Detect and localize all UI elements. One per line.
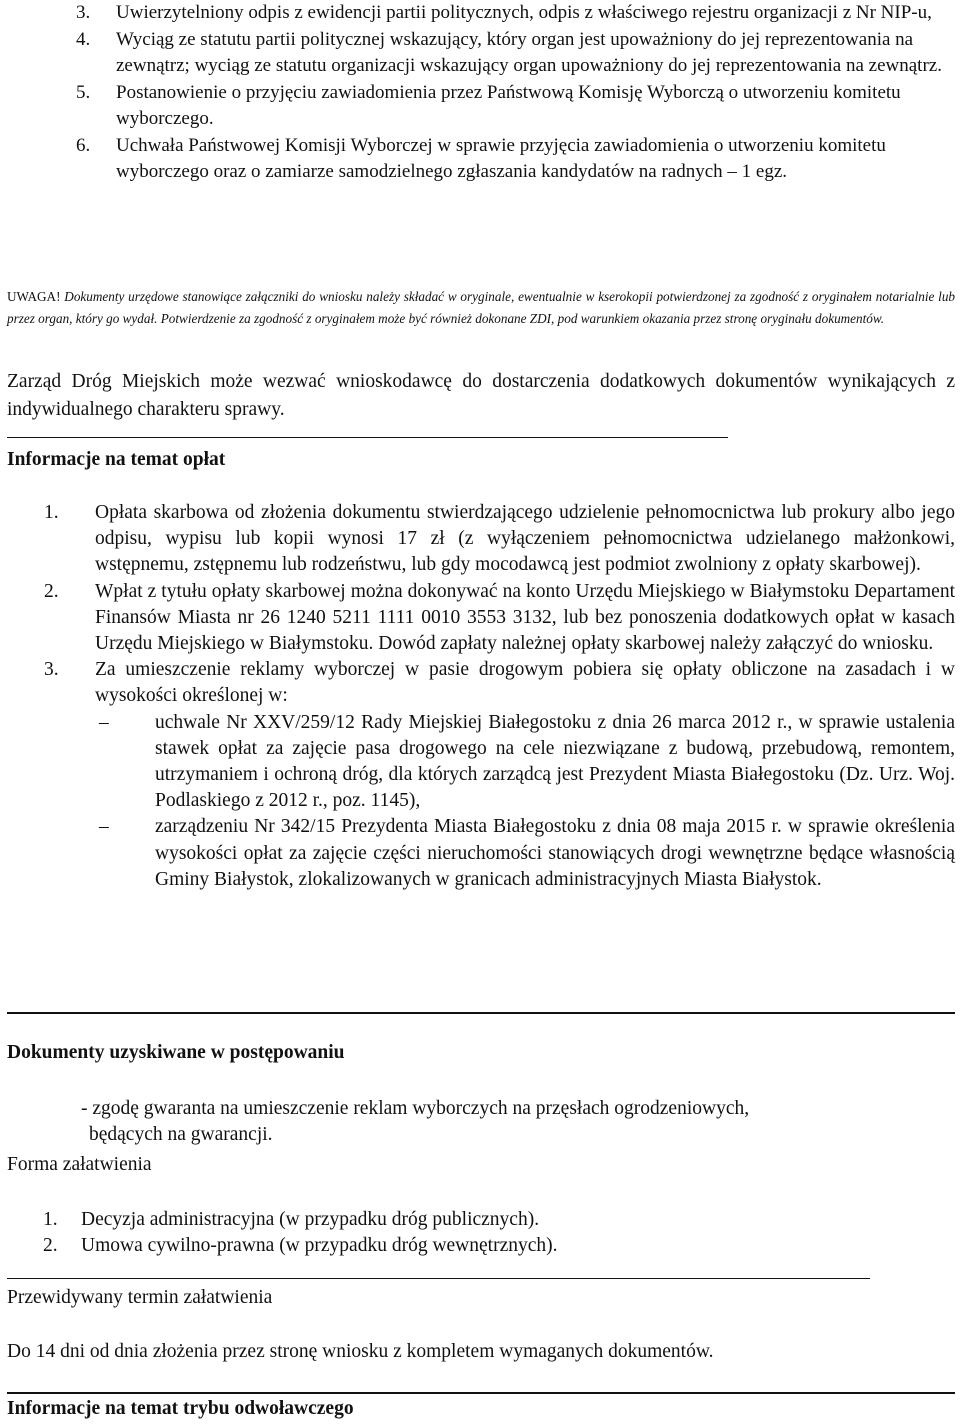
fee-item bbox=[7, 500, 955, 579]
list-item-text: Uchwała Państwowej Komisji Wyborczej w sprawie przyjęcia zawiadomienia o utworzeniu komitetu wyborczego oraz o zamiarze samodzielnego zgłaszania kandydatów na radnych – 1 egz. bbox=[116, 134, 886, 182]
obtained-docs-line: będących na gwarancji. bbox=[89, 1124, 273, 1145]
fee-item-text: Opłata skarbowa od złożenia dokumentu stwierdzającego udzielenie pełnomocnictwa lub prokury albo jego odpisu, wypisu lub kopii wynosi 17 zł (z wyłączeniem pełnomocnictwa udzielanego małżonkowi, wstępnemu, zstępnemu lub rodzeństwu, lub gdy mocodawcą jest podmiot zwolniony z opłaty skarbowej). bbox=[95, 502, 955, 576]
obtained-docs-heading: Dokumenty uzyskiwane w postępowaniu bbox=[7, 1042, 345, 1063]
fee-item-number: 2. bbox=[44, 580, 59, 602]
settlement-heading: Forma załatwienia bbox=[7, 1154, 152, 1175]
dash-bullet: – bbox=[99, 711, 109, 733]
list-item-number: 4. bbox=[76, 28, 91, 50]
appeal-heading: Informacje na temat trybu odwoławczego bbox=[7, 1398, 354, 1419]
settlement-item-number: 2. bbox=[43, 1235, 58, 1256]
list-item-text: Wyciąg ze statutu partii politycznej wskazujący, który organ jest upoważniony do jej reprezentowania na zewnątrz; wyciąg ze statutu organizacji wskazujący organ upoważniony do jej reprezentowania na zewnątrz. bbox=[116, 28, 942, 76]
fee-item bbox=[7, 579, 955, 658]
deadline-text: Do 14 dni od dnia złożenia przez stronę wniosku z kompletem wymaganych dokumentów. bbox=[7, 1341, 714, 1362]
settlement-item-text: Decyzja administracyjna (w przypadku dróg publicznych). bbox=[81, 1209, 540, 1230]
fee-subitem-text: zarządzeniu Nr 342/15 Prezydenta Miasta Białegostoku z dnia 08 maja 2015 r. w sprawie określenia wysokości opłat za zajęcie części nieruchomości stanowiących drogi wewnętrzne będące własnością Gminy Białystok, zlokalizowanych w granicach administracyjnych Miasta Białystok. bbox=[155, 816, 955, 890]
extra-documents-paragraph: Zarząd Dróg Miejskich może wezwać wnioskodawcę do dostarczenia dodatkowych dokumentów wynikających z indywidualnego charakteru sprawy. bbox=[7, 371, 955, 420]
settlement-list bbox=[7, 1207, 558, 1259]
list-item-text: Uwierzytelniony odpis z ewidencji partii politycznych, odpis z właściwego rejestru organizacji z Nr NIP-u, bbox=[116, 2, 932, 23]
fee-subitem-text: uchwale Nr XXV/259/12 Rady Miejskiej Białegostoku z dnia 26 marca 2012 r., w sprawie ustalenia stawek opłat za zajęcie pasa drogowego na cele niezwiązane z budową, przebudową, remontem, utrzymaniem i ochroną dróg, dla których zarządcą jest Prezydent Miasta Białegostoku (Dz. Urz. Woj. Podlaskiego z 2012 r., poz. 1145), bbox=[155, 711, 955, 812]
list-item bbox=[76, 0, 956, 27]
list-item-number: 6. bbox=[76, 134, 91, 156]
settlement-item-text: Umowa cywilno-prawna (w przypadku dróg wewnętrznych). bbox=[81, 1235, 558, 1256]
section-divider bbox=[7, 437, 728, 438]
list-item bbox=[76, 27, 956, 80]
fee-subitem bbox=[95, 814, 955, 893]
fee-item-text: Za umieszczenie reklamy wyborczej w pasie drogowym pobiera się opłaty obliczone na zasadach i w wysokości określonej w: bbox=[95, 659, 955, 707]
fee-item-number: 3. bbox=[44, 659, 59, 681]
fees-list bbox=[7, 500, 955, 893]
attachments-list bbox=[76, 0, 956, 186]
fee-subitem bbox=[95, 710, 955, 815]
obtained-docs-line: - zgodę gwaranta na umieszczenie reklam wyborczych na przęsłach ogrodzeniowych, bbox=[81, 1098, 750, 1119]
section-divider-thick bbox=[7, 1392, 955, 1394]
settlement-item bbox=[7, 1233, 558, 1259]
fee-item-text: Wpłat z tytułu opłaty skarbowej można dokonywać na konto Urzędu Miejskiego w Białymstoku Departament Finansów Miasta nr 26 1240 5211 1111 0010 3553 3132, lub bez ponoszenia dodatkowych opłat w kasach Urzędu Miejskiego w Białymstoku. Dowód zapłaty należnej opłaty skarbowej należy załączyć do wniosku. bbox=[95, 580, 955, 655]
settlement-item bbox=[7, 1207, 558, 1233]
section-divider bbox=[7, 1278, 870, 1279]
section-divider-thick bbox=[7, 1012, 955, 1014]
warning-note bbox=[7, 286, 955, 329]
fee-item bbox=[7, 657, 955, 893]
list-item bbox=[76, 133, 956, 186]
fee-item-number: 1. bbox=[44, 502, 59, 523]
settlement-item-number: 1. bbox=[43, 1209, 58, 1230]
list-item-number: 3. bbox=[76, 2, 91, 23]
warning-text: Dokumenty urzędowe stanowiące załączniki do wniosku należy składać w oryginale, ewentualnie w kserokopii potwierdzonej za zgodność z oryginałem notarialnie lub przez organ, który go wydał. Potwierdzenie za zgodność z oryginałem może być również dokonane ZDI, pod warunkiem okazania przez stronę oryginału dokumentów. bbox=[7, 289, 956, 326]
warning-label: UWAGA! bbox=[7, 289, 61, 304]
list-item-text: Postanowienie o przyjęciu zawiadomienia przez Państwową Komisję Wyborczą o utworzeniu komitetu wyborczego. bbox=[116, 81, 901, 129]
list-item bbox=[76, 80, 956, 133]
deadline-heading: Przewidywany termin załatwienia bbox=[7, 1287, 273, 1308]
fees-heading: Informacje na temat opłat bbox=[7, 449, 226, 470]
dash-bullet: – bbox=[99, 816, 109, 838]
list-item-number: 5. bbox=[76, 81, 91, 103]
